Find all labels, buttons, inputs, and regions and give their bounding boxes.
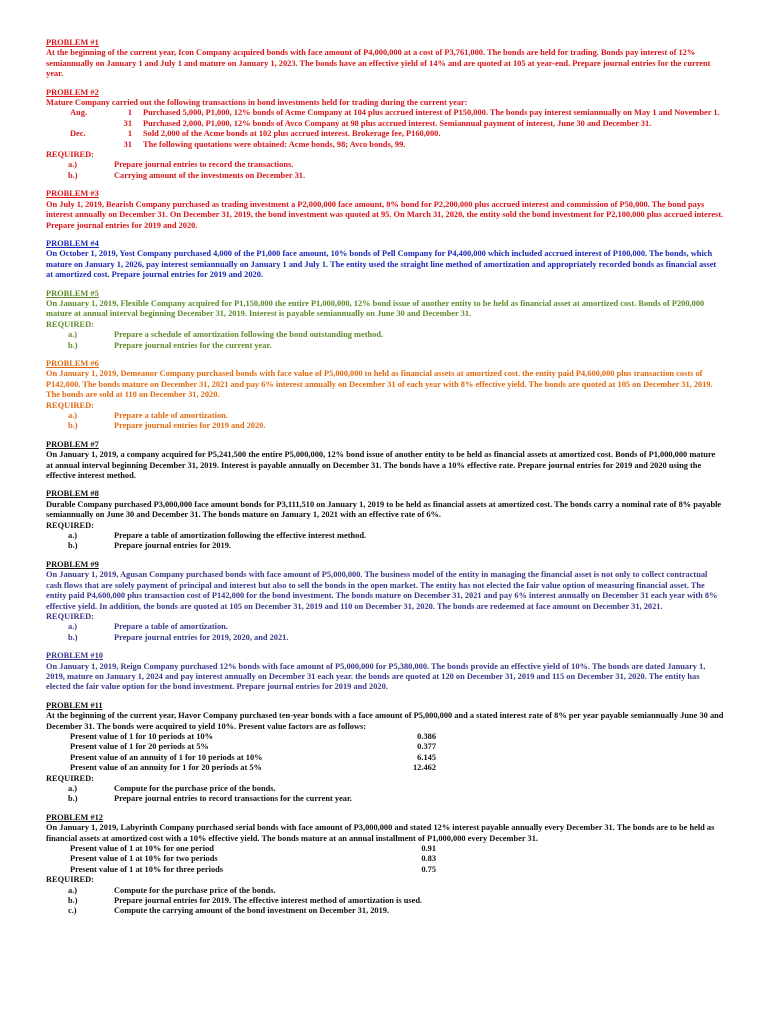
pv-factor-label: Present value of an annuity of 1 for 10 periods at 10% — [70, 752, 263, 762]
requirement-key: b.) — [68, 170, 78, 180]
requirement-item — [46, 784, 724, 794]
requirement-text: Compute for the purchase price of the bonds. — [114, 885, 276, 895]
problem-4 — [46, 239, 724, 281]
requirement-text: Prepare journal entries to record transactions for the current year. — [114, 794, 353, 804]
requirement-text: Prepare a table of amortization following the effective interest method. — [114, 531, 367, 541]
problem-5 — [46, 289, 724, 351]
pv-factor-value: 0.91 — [421, 844, 436, 854]
problem-body: On July 1, 2019, Bearish Company purchased as trading investment a P2,000,000 face amount, 8% bond for P2,200,000 plus accrued interest and commission of P50,000. The bond pays interest annually on December 31. On December 31, 2019, the bond investment was quoted at 95. On March 31, 2020, the entity sold the bond investment for P2,100,000 plus accrued interest. Prepare journal entries for 2019 and 2020. — [46, 199, 724, 230]
requirement-key: c.) — [68, 906, 77, 916]
problem-title: PROBLEM #5 — [46, 288, 99, 298]
pv-factor-row — [46, 844, 724, 854]
problem-body: On January 1, 2019, Agusan Company purchased bonds with face amount of P5,000,000. The business model of the entity in managing the financial asset is not only to collect contractual cash flows that are solely payment of principal and interest but also to sell the bonds in the open market. The entity has not elected the fair value option of measuring financial asset. The entity paid P4,600,000 plus transaction cost of P142,000 for the bond investment. The bonds mature on December 31, 2021 and pay 6% interest annually on December 31 each year with 8% effective yield. In addition, the bonds are quoted at 105 on December 31, 2019 and 110 on December 31, 2020. The bonds are redeemed at face amount on December 31, 2021. — [46, 570, 718, 611]
requirement-text: Prepare journal entries to record the transactions. — [114, 160, 294, 170]
problem-9 — [46, 560, 724, 643]
pv-factor-label: Present value of 1 at 10% for one period — [70, 844, 214, 854]
required-label: REQUIRED: — [46, 400, 94, 410]
requirement-text: Prepare journal entries for 2019, 2020, and 2021. — [114, 632, 289, 642]
requirement-key: a.) — [68, 784, 78, 793]
problem-body: On January 1, 2019, Demeanor Company purchased bonds with face value of P5,000,000 to held as financial assets at amortized cost. the entity paid P4,600,000 plus transaction costs of P142,000. The bonds mature on December 31, 2021 and pay 6% interest annually on December 31 of each year with 8% effective yield. The bonds are quoted at 105 on December 31, 2019. The bonds are sold at 110 on December 31, 2020. — [46, 369, 713, 400]
requirement-text: Compute the carrying amount of the bond investment on December 31, 2019. — [114, 906, 390, 916]
pv-factor-value: 12.462 — [412, 763, 436, 773]
problem-2 — [46, 88, 724, 182]
problem-title: PROBLEM #11 — [46, 700, 103, 710]
requirement-item — [46, 886, 724, 896]
transaction-row — [46, 140, 724, 150]
problem-12 — [46, 813, 724, 917]
pv-factor-label: Present value of 1 for 10 periods at 10% — [70, 731, 213, 741]
requirement-key: a.) — [68, 411, 78, 420]
requirement-text: Prepare a table of amortization. — [114, 622, 228, 632]
requirement-text: Prepare journal entries for 2019 and 2020. — [114, 421, 266, 431]
pv-factor-value: 6.145 — [417, 752, 436, 762]
pv-factor-row — [46, 742, 724, 752]
txn-day: 1 — [127, 129, 132, 139]
requirement-key: b.) — [68, 421, 78, 431]
requirement-text: Compute for the purchase price of the bonds. — [114, 784, 276, 793]
pv-factor-label: Present value of 1 at 10% for two periods — [70, 854, 218, 864]
problem-title: PROBLEM #3 — [46, 189, 99, 199]
pv-factor-label: Present value of 1 at 10% for three periods — [70, 864, 224, 874]
requirement-item — [46, 541, 724, 551]
problem-title: PROBLEM #10 — [46, 651, 103, 661]
problem-body: On October 1, 2019, Yost Company purchased 4,000 of the P1,000 face amount, 10% bonds of Pell Company for P4,400,000 which included accrued interest of P100,000. The bonds, which mature on January 1, 2026, pay interest semiannually on January 1 and July 1. The entity used the straight line method of amortization and appropriately recorded bonds as financial asset at amortized cost. Prepare journal entries for 2019 and 2020. — [46, 249, 717, 280]
transaction-row — [46, 108, 724, 118]
pv-factor-value: 0.386 — [417, 731, 436, 741]
requirement-item — [46, 330, 724, 340]
requirement-key: a.) — [68, 885, 78, 895]
txn-day: 31 — [123, 139, 132, 149]
requirement-item — [46, 171, 724, 181]
requirement-text: Prepare journal entries for 2019. — [114, 541, 231, 551]
problem-7 — [46, 440, 724, 482]
requirement-item — [46, 531, 724, 541]
txn-month: Aug. — [70, 108, 87, 118]
requirement-item — [46, 622, 724, 632]
requirement-item — [46, 160, 724, 170]
problem-body: On January 1, 2019, Reign Company purchased 12% bonds with face amount of P5,000,000 for P5,380,000. The bonds provide an effective yield of 10%. The bonds are dated January 1, 2019, mature on January 1, 2024 and pay interest annually on December 31 each year. the bonds are quoted at 120 on December 31, 2019 and 115 on December 31, 2020. The entity has elected the fair value option for the bond investment. Prepare journal entries for 2019 and 2020. — [46, 661, 706, 692]
requirement-key: a.) — [68, 622, 78, 632]
pv-factor-value: 0.75 — [421, 864, 436, 874]
required-label: REQUIRED: — [46, 150, 94, 160]
txn-day: 31 — [123, 118, 132, 128]
requirement-item — [46, 411, 724, 421]
pv-factor-row — [46, 854, 724, 864]
problem-3 — [46, 189, 724, 231]
transaction-row — [46, 119, 724, 129]
requirement-key: b.) — [68, 541, 78, 551]
problem-8 — [46, 489, 724, 551]
txn-text: The following quotations were obtained: Acme bonds, 98; Avco bonds, 99. — [143, 139, 406, 149]
problem-title: PROBLEM #4 — [46, 238, 99, 248]
problem-body: On January 1, 2019, Labyrinth Company purchased serial bonds with face amount of P3,000,000 and stated 12% interest payable annually every December 31. The bonds are to be held as financial assets at amortized cost with a 10% effective yield. The bonds mature at an annual installment of P1,000,000 every December 31. — [46, 823, 715, 843]
problem-title: PROBLEM #1 — [46, 38, 99, 47]
pv-factor-row — [46, 865, 724, 875]
problem-11 — [46, 701, 724, 805]
pv-factor-row — [46, 753, 724, 763]
requirement-text: Prepare a table of amortization. — [114, 411, 228, 420]
txn-text: Purchased 5,000, P1,000, 12% bonds of Acme Company at 104 plus accrued interest of P150,000. The bonds pay interest semiannually on May 1 and November 1. — [143, 108, 720, 118]
problem-10 — [46, 651, 724, 693]
required-label: REQUIRED: — [46, 319, 94, 329]
requirement-item — [46, 633, 724, 643]
requirement-text: Prepare a schedule of amortization following the bond outstanding method. — [114, 330, 384, 340]
requirement-key: b.) — [68, 632, 78, 642]
problem-body: Durable Company purchased P3,000,000 face amount bonds for P3,111,510 on January 1, 2019 to be held as financial assets at amortized cost. The bonds carry a nominal rate of 8% payable semiannually on June 30 and December 31. The bonds mature on January 1, 2021 with an effective rate of 6%. — [46, 499, 722, 520]
requirement-item — [46, 421, 724, 431]
pv-factor-label: Present value of 1 for 20 periods at 5% — [70, 742, 209, 752]
txn-day: 1 — [127, 108, 132, 118]
problem-1 — [46, 38, 724, 80]
requirement-item — [46, 794, 724, 804]
required-label: REQUIRED: — [46, 520, 94, 530]
required-label: REQUIRED: — [46, 773, 94, 783]
requirement-key: a.) — [68, 160, 78, 170]
problem-6 — [46, 359, 724, 432]
requirement-key: b.) — [68, 794, 78, 804]
requirement-item — [46, 341, 724, 351]
txn-text: Sold 2,000 of the Acme bonds at 102 plus accrued interest. Brokerage fee, P160,000. — [143, 129, 441, 139]
requirement-item — [46, 896, 724, 906]
problem-title: PROBLEM #6 — [46, 358, 99, 368]
problem-sheet — [46, 38, 724, 925]
txn-text: Purchased 2,000, P1,000, 12% bonds of Avco Company at 98 plus accrued interest. Semiannual payment of interest, June 30 and December 31. — [143, 118, 652, 128]
problem-body: At the beginning of the current year, Icon Company acquired bonds with face amount of P4,000,000 at a cost of P3,761,000. The bonds are held for trading. Bonds pay interest of 12% semiannually on January 1 and July 1 and mature on January 1, 2023. The bonds have an effective yield of 14% and are quoted at 105 at year-end. Prepare journal entries for the current year. — [46, 48, 711, 79]
requirement-text: Carrying amount of the investments on December 31. — [114, 170, 306, 180]
requirement-key: a.) — [68, 330, 78, 340]
problem-title: PROBLEM #12 — [46, 812, 103, 822]
problem-title: PROBLEM #9 — [46, 559, 99, 569]
requirement-key: b.) — [68, 340, 78, 350]
pv-factor-label: Present value of an annuity for 1 for 20 periods at 5% — [70, 763, 262, 773]
problem-title: PROBLEM #7 — [46, 439, 99, 449]
required-label: REQUIRED: — [46, 875, 94, 885]
pv-factor-value: 0.377 — [417, 742, 436, 752]
requirement-key: b.) — [68, 896, 78, 906]
transaction-row — [46, 129, 724, 139]
problem-body: At the beginning of the current year, Havor Company purchased ten-year bonds with a face amount of P5,000,000 and a stated interest rate of 8% per year payable semiannually June 30 and December 31. The bonds were acquired to yield 10%. Present value factors are as follows: — [46, 711, 724, 731]
pv-factor-value: 0.83 — [421, 854, 436, 864]
problem-body: On January 1, 2019, a company acquired for P5,241,500 the entire P5,000,000, 12% bond issue of another entity to be held as financial assets at amortized cost. Bonds of P1,000,000 mature at annual interval beginning December 31, 2019. Interest is payable annually on December 31. The bonds have a 10% effective rate. Prepare journal entries for 2019 and 2020 using the effective interest method. — [46, 450, 716, 481]
requirement-text: Prepare journal entries for 2019. The effective interest method of amortization is used. — [114, 896, 423, 906]
requirement-text: Prepare journal entries for the current year. — [114, 340, 272, 350]
requirement-item — [46, 906, 724, 916]
txn-month: Dec. — [70, 129, 86, 139]
problem-body: Mature Company carried out the following transactions in bond investments held for trading during the current year: — [46, 98, 468, 108]
requirement-key: a.) — [68, 531, 78, 541]
pv-factor-row — [46, 763, 724, 773]
problem-body: On January 1, 2019, Flexible Company acquired for P1,150,000 the entire P1,000,000, 12% bond issue of another entity to be held as financial asset at amortized cost. Bonds of P200,000 mature at annual interval beginning December 31, 2019. Interest is payable semiannually on June 30 and December 31. — [46, 298, 705, 319]
pv-factor-row — [46, 732, 724, 742]
problem-title: PROBLEM #8 — [46, 489, 99, 499]
problem-title: PROBLEM #2 — [46, 87, 99, 97]
required-label: REQUIRED: — [46, 611, 94, 621]
